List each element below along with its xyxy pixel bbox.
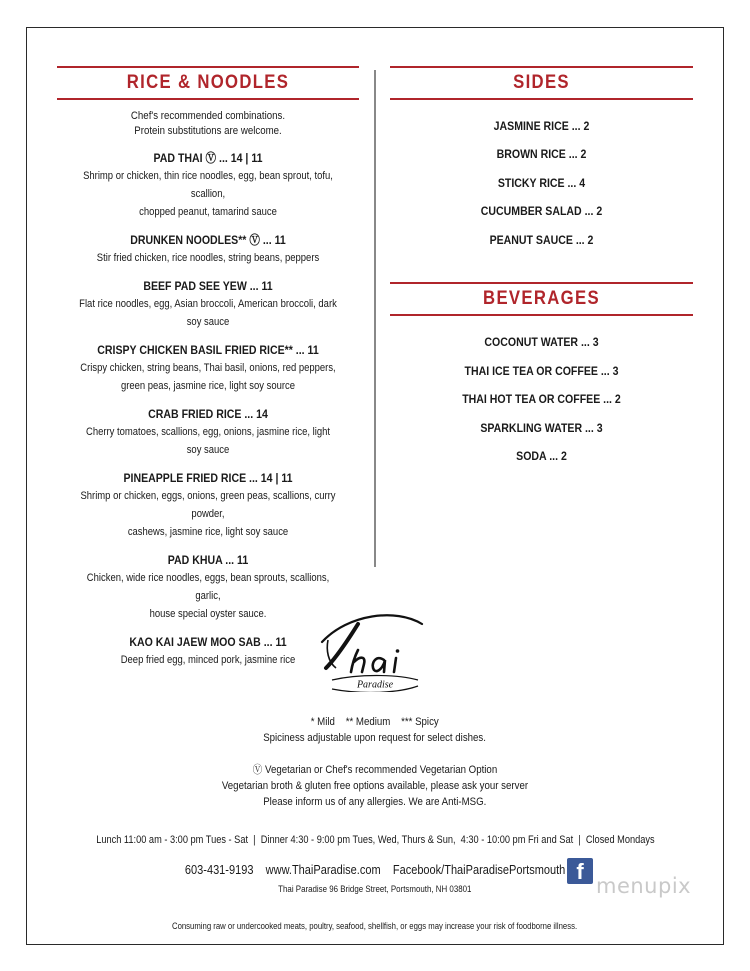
food-safety-disclaimer <box>100 921 650 931</box>
item-description: Shrimp or chicken, eggs, onions, green peas, scallions, curry powder, <box>80 489 336 520</box>
menu-item-crab-fried-rice <box>57 406 359 459</box>
address-text: Thai Paradise 96 Bridge Street, Portsmouth, NH 03801 <box>278 884 472 894</box>
section-rule-bottom <box>390 98 693 100</box>
item-description: Deep fried egg, minced pork, jasmine rice <box>120 653 296 666</box>
spice-note: Spiciness adjustable upon request for select dishes. <box>263 732 487 744</box>
section-rule-bottom <box>390 314 693 316</box>
vegetarian-legend: Ⓥ Vegetarian or Chef's recommended Vegetarian Option <box>252 764 498 776</box>
beverage-item: SPARKLING WATER ... 3 <box>480 420 603 435</box>
side-item: CUCUMBER SALAD ... 2 <box>480 204 603 219</box>
item-description: green peas, jasmine rice, light soy source <box>120 379 296 392</box>
facebook-icon[interactable]: f <box>567 858 593 884</box>
beverages-list <box>390 328 693 471</box>
hours-block <box>27 832 723 848</box>
item-description: house special oyster sauce. <box>149 607 267 620</box>
contact-line <box>150 860 600 880</box>
item-description: chopped peanut, tamarind sauce <box>139 205 277 218</box>
thai-paradise-logo <box>318 610 430 692</box>
menu-item-pad-khua <box>57 552 359 623</box>
allergy-note: Please inform us of any allergies. We are Anti-MSG. <box>263 796 487 808</box>
item-name: PINEAPPLE FRIED RICE ... 14 | 11 <box>123 470 293 485</box>
item-description: Stir fried chicken, rice noodles, string beans, peppers <box>96 251 320 264</box>
facebook-link[interactable]: Facebook/ThaiParadisePortsmouth <box>392 863 566 877</box>
item-name: CRAB FRIED RICE ... 14 <box>148 406 268 421</box>
side-item: BROWN RICE ... 2 <box>496 147 587 162</box>
spice-legend: * Mild ** Medium *** Spicy <box>310 716 440 728</box>
menu-item-pad-thai <box>57 150 359 221</box>
side-item: JASMINE RICE ... 2 <box>493 118 590 133</box>
disclaimer-text: Consuming raw or undercooked meats, poultry, seafood, shellfish, or eggs may increase your risk of foodborne illness. <box>172 921 578 931</box>
business-hours: Lunch 11:00 am - 3:00 pm Tues - Sat | Dinner 4:30 - 9:00 pm Tues, Wed, Thurs & Sun, 4:30 - 10:00 pm Fri and Sat | Closed Mondays <box>95 834 655 846</box>
item-name: PAD KHUA ... 11 <box>167 552 249 567</box>
phone-number: 603-431-9193 <box>184 863 254 877</box>
item-description: Chicken, wide rice noodles, eggs, bean sprouts, scallions, garlic, <box>86 571 330 602</box>
address <box>200 884 550 894</box>
section-title-beverages: BEVERAGES <box>483 288 600 310</box>
item-description: Cherry tomatoes, scallions, egg, onions, jasmine rice, light soy sauce <box>86 425 330 456</box>
item-description: Shrimp or chicken, thin rice noodles, egg, bean sprout, tofu, scallion, <box>83 169 333 200</box>
beverages-section <box>390 282 693 470</box>
right-column <box>390 66 693 471</box>
item-name: CRISPY CHICKEN BASIL FRIED RICE** ... 11 <box>97 342 319 357</box>
column-divider <box>374 70 376 567</box>
menu-item-drunken-noodles <box>57 232 359 267</box>
section-title-sides: SIDES <box>513 72 570 93</box>
rice-noodles-section <box>57 66 359 669</box>
section-title-rice-noodles: RICE & NOODLES <box>126 72 290 93</box>
beverage-item: SODA ... 2 <box>516 449 567 464</box>
item-name: KAO KAI JAEW MOO SAB ... 11 <box>129 634 287 649</box>
website-link[interactable]: www.ThaiParadise.com <box>265 863 381 877</box>
side-item: PEANUT SAUCE ... 2 <box>489 232 594 247</box>
beverage-item: THAI HOT TEA OR COFFEE ... 2 <box>462 392 621 407</box>
beverage-item: COCONUT WATER ... 3 <box>484 334 599 349</box>
item-name: PAD THAI Ⓥ ... 14 | 11 <box>153 150 263 165</box>
notes-block <box>27 714 723 810</box>
intro-line: Protein substitutions are welcome. <box>134 124 282 137</box>
sides-section <box>390 66 693 254</box>
item-name: DRUNKEN NOODLES** Ⓥ ... 11 <box>130 232 286 247</box>
item-name: BEEF PAD SEE YEW ... 11 <box>143 278 273 293</box>
beverage-item: THAI ICE TEA OR COFFEE ... 3 <box>464 363 619 378</box>
section-intro <box>75 109 341 139</box>
menu-item-pineapple-fried-rice <box>57 470 359 541</box>
item-description: cashews, jasmine rice, light soy sauce <box>127 525 289 538</box>
item-description: Flat rice noodles, egg, Asian broccoli, American broccoli, dark soy sauce <box>79 297 337 328</box>
menu-item-beef-pad-see-yew <box>57 278 359 331</box>
sides-list <box>390 112 693 255</box>
intro-line: Chef's recommended combinations. <box>130 109 286 122</box>
side-item: STICKY RICE ... 4 <box>497 175 586 190</box>
section-rule-bottom <box>57 98 359 100</box>
menu-item-crispy-chicken-basil-fried-rice <box>57 342 359 395</box>
logo-subtitle: Paradise <box>356 679 394 691</box>
menu-item-kao-kai-jaew-moo-sab <box>57 634 359 669</box>
item-description: Crispy chicken, string beans, Thai basil, onions, red peppers, <box>80 361 336 374</box>
menupix-watermark: menupix <box>596 874 692 898</box>
vegetarian-note: Vegetarian broth & gluten free options available, please ask your server <box>221 780 529 792</box>
